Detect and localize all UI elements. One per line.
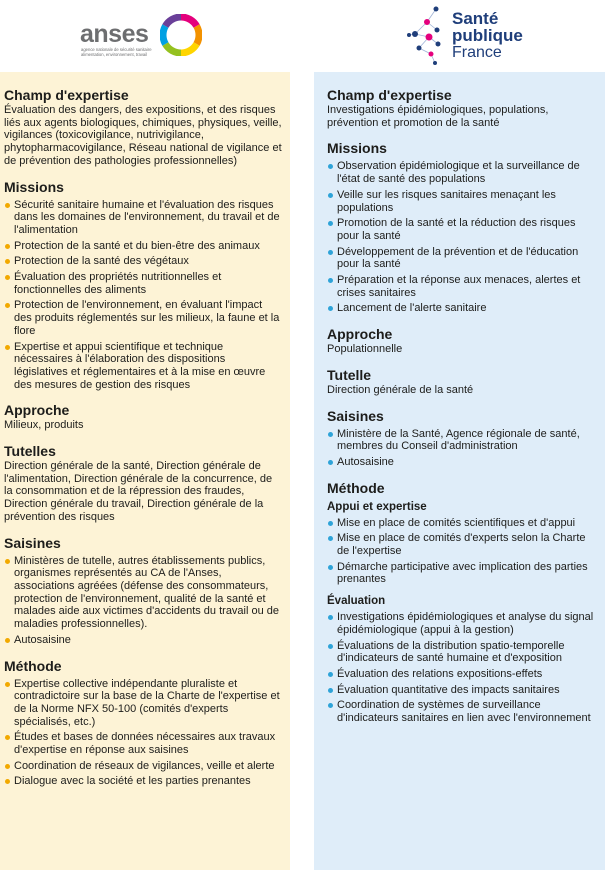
spf-appui-title: Appui et expertise xyxy=(327,500,427,513)
anses-logo xyxy=(80,12,210,60)
spf-evaluation-list xyxy=(327,611,599,725)
list-item xyxy=(4,255,282,268)
spf-tutelle-title: Tutelle xyxy=(327,366,372,383)
list-item-text: Expertise collective indépendante pluraliste et contradictoire sur la base de la Charte de l'expertise et de la Norme NFX 50-100 (comités d'experts spécialisés, etc.) xyxy=(14,677,280,728)
list-item xyxy=(327,517,599,530)
spf-evaluation-title: Évaluation xyxy=(327,595,386,608)
list-item-text: Mise en place de comités d'experts selon la Charte de l'expertise xyxy=(337,532,586,558)
list-item-text: Évaluation des relations expositions-effets xyxy=(337,667,543,680)
spf-saisines-title: Saisines xyxy=(327,407,384,424)
spf-appui-list xyxy=(327,517,599,587)
list-item xyxy=(327,699,599,724)
spf-wordmark xyxy=(452,10,523,61)
list-item-text: Protection de la santé des végétaux xyxy=(14,255,189,268)
list-item-text: Ministères de tutelle, autres établissements publics, organismes représentés au CA de l'Anses, associations agréées (défense des consommateurs, protection de l'environnement, qualité de la santé et malades aide aux victimes d'accidents du travail ou de maladies professionnelles). xyxy=(14,554,280,631)
list-item xyxy=(327,611,599,636)
list-item-text: Préparation et la réponse aux menaces, alertes et crises sanitaires xyxy=(337,274,581,299)
bullet-icon xyxy=(328,703,333,708)
anses-missions-title: Missions xyxy=(4,178,64,195)
bullet-icon xyxy=(328,672,333,677)
anses-saisines-title: Saisines xyxy=(4,534,61,551)
anses-tutelles-text: Direction générale de la santé, Direction générale de l'alimentation, Direction générale de la concurrence, de la consommation et de la répression des fraudes, Direction générale du travail, Direction générale de la prévention des risques xyxy=(4,460,273,523)
network-dots-icon xyxy=(405,4,451,68)
list-item-text: Observation épidémiologique et la surveillance de l'état de santé des populations xyxy=(337,160,580,186)
list-item-text: Évaluation quantitative des impacts sanitaires xyxy=(337,683,560,696)
anses-tutelles-title: Tutelles xyxy=(4,443,56,460)
list-item-text: Investigations épidémiologiques et analyse du signal épidémiologique (appui à la gestion) xyxy=(337,611,594,636)
list-item xyxy=(327,246,599,271)
list-item xyxy=(327,217,599,242)
spf-tutelle-text: Direction générale de la santé xyxy=(327,383,474,396)
bullet-icon xyxy=(328,460,333,465)
anses-champ-text: Évaluation des dangers, des expositions, et des risques liés aux agents biologiques, chimiques, physiques, veille, vigilances (toxicovigilance, nutrivigilance, phytopharmacovigilance, Réseau national de vigilance et de prévention des pathologies professionnelles) xyxy=(4,104,282,167)
spf-methode-title: Méthode xyxy=(327,479,385,496)
bullet-icon xyxy=(328,565,333,570)
anses-approche-text: Milieux, produits xyxy=(4,419,84,432)
list-item-text: Protection de l'environnement, en évaluant l'impact des produits réglementés sur les milieux, la faune et la flore xyxy=(14,299,280,337)
bullet-icon xyxy=(5,275,10,280)
bullet-icon xyxy=(5,779,10,784)
anses-methode-list xyxy=(4,678,282,789)
list-item xyxy=(327,532,599,557)
bullet-icon xyxy=(5,764,10,769)
bullet-icon xyxy=(328,536,333,541)
list-item-text: Évaluation des propriétés nutritionnelles et fonctionnelles des aliments xyxy=(14,271,222,296)
anses-column xyxy=(0,72,290,870)
list-item-text: Études et bases de données nécessaires aux travaux d'expertise en réponse aux saisines xyxy=(14,731,276,757)
bullet-icon xyxy=(5,559,10,564)
bullet-icon xyxy=(5,244,10,249)
bullet-icon xyxy=(5,682,10,687)
list-item xyxy=(327,684,599,697)
list-item xyxy=(4,678,282,729)
spf-column xyxy=(314,72,605,870)
bullet-icon xyxy=(328,688,333,693)
list-item xyxy=(4,271,282,296)
list-item xyxy=(327,274,599,299)
bullet-icon xyxy=(328,644,333,649)
list-item-text: Développement de la prévention et de l'éducation pour la santé xyxy=(337,245,579,271)
list-item xyxy=(4,775,282,788)
list-item xyxy=(327,160,599,185)
spf-champ-text: Investigations épidémiologiques, populations, prévention et promotion de la santé xyxy=(327,104,549,129)
list-item xyxy=(4,199,282,237)
list-item xyxy=(327,428,599,453)
bullet-icon xyxy=(328,521,333,526)
list-item xyxy=(327,561,599,586)
list-item-text: Lancement de l'alerte sanitaire xyxy=(337,302,487,315)
list-item xyxy=(4,760,282,773)
bullet-icon xyxy=(328,193,333,198)
list-item xyxy=(4,634,282,647)
bullet-icon xyxy=(5,735,10,740)
spf-logo-line-3: France xyxy=(452,44,502,61)
list-item xyxy=(4,555,282,631)
list-item-text: Sécurité sanitaire humaine et l'évaluation des risques dans les domaines de l'environnement, du travail et de l'alimentation xyxy=(14,198,280,236)
list-item-text: Promotion de la santé et la réduction des risques pour la santé xyxy=(337,217,576,242)
anses-wordmark: anses xyxy=(80,20,149,48)
anses-missions-list xyxy=(4,199,282,392)
list-item xyxy=(327,668,599,681)
list-item-text: Coordination de systèmes de surveillance d'indicateurs sanitaires en lien avec l'environnement xyxy=(337,699,591,725)
spf-missions-list xyxy=(327,160,599,315)
list-item-text: Autosaisine xyxy=(337,455,394,468)
list-item xyxy=(327,189,599,214)
list-item-text: Veille sur les risques sanitaires menaçant les populations xyxy=(337,188,556,214)
bullet-icon xyxy=(328,432,333,437)
list-item xyxy=(4,240,282,253)
spf-logo-line-1: Santé xyxy=(452,9,499,28)
bullet-icon xyxy=(328,164,333,169)
list-item xyxy=(4,299,282,337)
header xyxy=(0,0,605,72)
list-item-text: Expertise et appui scientifique et technique nécessaires à l'élaboration des dispositions législatives et réglementaires et à la mise en œuvre des mesures de gestion des risques xyxy=(14,340,266,391)
anses-saisines-list xyxy=(4,555,282,647)
list-item-text: Mise en place de comités scientifiques et d'appui xyxy=(337,516,576,529)
list-item xyxy=(4,731,282,756)
list-item xyxy=(327,640,599,665)
list-item-text: Coordination de réseaux de vigilances, veille et alerte xyxy=(14,759,275,772)
list-item xyxy=(4,341,282,392)
list-item-text: Autosaisine xyxy=(14,633,71,646)
list-item-text: Dialogue avec la société et les parties prenantes xyxy=(14,775,251,788)
bullet-icon xyxy=(5,345,10,350)
anses-ring-icon xyxy=(160,14,202,56)
bullet-icon xyxy=(328,278,333,283)
spf-logo xyxy=(405,4,535,68)
bullet-icon xyxy=(328,221,333,226)
list-item-text: Protection de la santé et du bien-être des animaux xyxy=(14,239,260,252)
spf-logo-line-2: publique xyxy=(452,26,523,45)
bullet-icon xyxy=(5,203,10,208)
spf-missions-title: Missions xyxy=(327,140,387,157)
spf-approche-title: Approche xyxy=(327,326,393,343)
bullet-icon xyxy=(328,306,333,311)
list-item-text: Évaluations de la distribution spatio-temporelle d'indicateurs de santé humaine et d'exposition xyxy=(337,639,565,665)
anses-methode-title: Méthode xyxy=(4,657,62,674)
bullet-icon xyxy=(5,259,10,264)
bullet-icon xyxy=(328,615,333,620)
bullet-icon xyxy=(5,303,10,308)
spf-approche-text: Populationnelle xyxy=(327,343,403,356)
list-item xyxy=(327,456,599,469)
spf-saisines-list xyxy=(327,428,599,469)
list-item xyxy=(327,302,599,315)
list-item-text: Ministère de la Santé, Agence régionale de santé, membres du Conseil d'administration xyxy=(337,427,580,453)
anses-tagline: agence nationale de sécurité sanitaire alimentation, environnement, travail xyxy=(81,47,152,57)
anses-approche-title: Approche xyxy=(4,402,70,419)
list-item-text: Démarche participative avec implication des parties prenantes xyxy=(337,560,588,586)
anses-champ-title: Champ d'expertise xyxy=(4,87,129,103)
bullet-icon xyxy=(5,638,10,643)
spf-champ-title: Champ d'expertise xyxy=(327,87,452,103)
bullet-icon xyxy=(328,250,333,255)
